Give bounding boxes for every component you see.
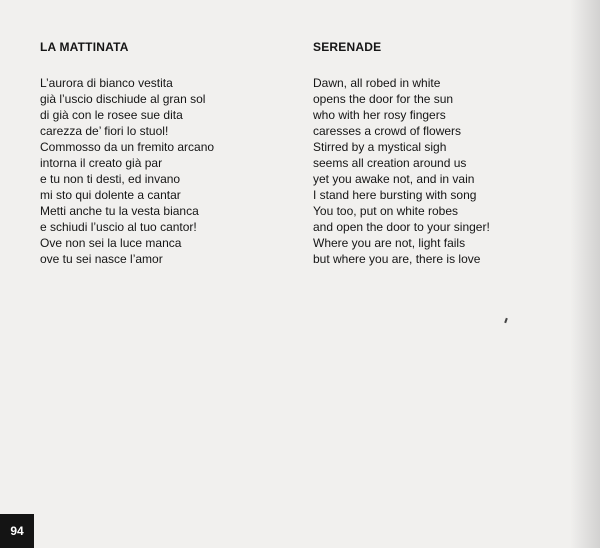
poem-line: and open the door to your singer! — [313, 220, 490, 234]
poem-line: Dawn, all robed in white — [313, 76, 441, 90]
poem-line: Stirred by a mystical sigh — [313, 140, 447, 154]
poem-line: di già con le rosee sue dita — [40, 108, 183, 122]
poem-line: who with her rosy fingers — [313, 108, 446, 122]
poem-line: caresses a crowd of flowers — [313, 124, 462, 138]
english-poem — [313, 40, 563, 267]
poem-line: Commosso da un fremito arcano — [40, 140, 215, 154]
poem-line: ove tu sei nasce l’amor — [40, 252, 163, 266]
poem-line: e schiudi l’uscio al tuo cantor! — [40, 220, 197, 234]
poem-line: già l’uscio dischiude al gran sol — [40, 92, 206, 106]
poem-line: mi sto qui dolente a cantar — [40, 188, 181, 202]
poem-line: opens the door for the sun — [313, 92, 454, 106]
poem-line: Ove non sei la luce manca — [40, 236, 182, 250]
poem-line: but where you are, there is love — [313, 252, 481, 266]
page-edge-shadow — [570, 0, 600, 548]
english-poem-title: SERENADE — [313, 40, 382, 54]
poem-line: I stand here bursting with song — [313, 188, 477, 202]
italian-poem-title: LA MATTINATA — [40, 40, 129, 54]
poem-line: intorna il creato già par — [40, 156, 163, 170]
english-poem-lines — [313, 75, 563, 267]
stray-ink-mark — [504, 318, 508, 323]
poem-line: You too, put on white robes — [313, 204, 458, 218]
italian-poem — [40, 40, 280, 267]
italian-poem-lines — [40, 75, 280, 267]
poem-line: yet you awake not, and in vain — [313, 172, 475, 186]
poem-line: Where you are not, light fails — [313, 236, 466, 250]
poem-line: seems all creation around us — [313, 156, 467, 170]
poem-line: carezza de’ fiori lo stuol! — [40, 124, 169, 138]
poem-line: Metti anche tu la vesta bianca — [40, 204, 199, 218]
page-number: 94 — [0, 514, 34, 548]
poem-line: e tu non ti desti, ed invano — [40, 172, 181, 186]
poem-line: L’aurora di bianco vestita — [40, 76, 173, 90]
